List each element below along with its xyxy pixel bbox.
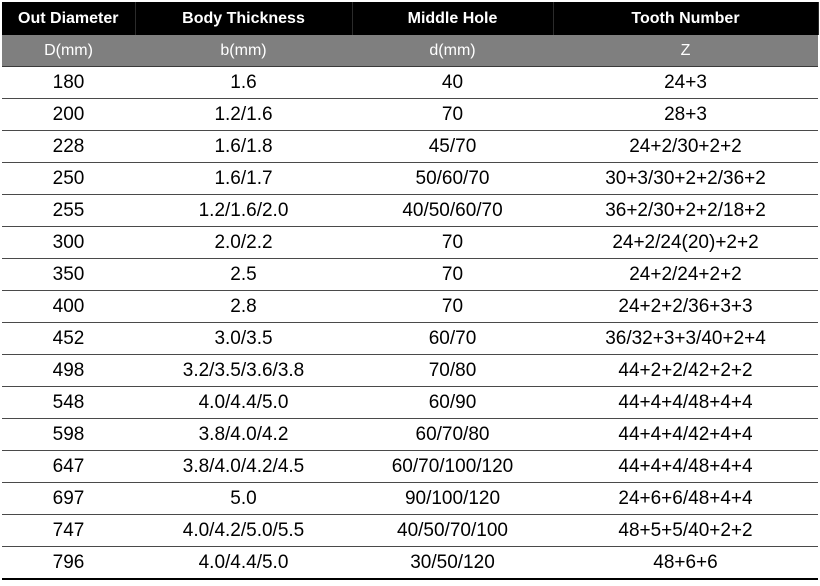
tooth-number-cell: 48+5+5/40+2+2	[553, 515, 818, 547]
tooth-number-cell: 30+3/30+2+2/36+2	[553, 163, 818, 195]
body-thickness-cell: 3.2/3.5/3.6/3.8	[135, 355, 352, 387]
middle-hole-cell: 40/50/70/100	[352, 515, 553, 547]
table-row	[2, 131, 818, 163]
out-diameter-cell: 255	[2, 195, 135, 227]
tooth-number-cell: 48+6+6	[553, 547, 818, 580]
table-row	[2, 323, 818, 355]
middle-hole-cell: 60/70	[352, 323, 553, 355]
out-diameter-cell: 697	[2, 483, 135, 515]
body-thickness-cell: 3.8/4.0/4.2/4.5	[135, 451, 352, 483]
middle-hole-cell: 60/70/100/120	[352, 451, 553, 483]
unit-middle-hole: d(mm)	[352, 35, 553, 67]
tooth-number-cell: 44+4+4/42+4+4	[553, 419, 818, 451]
tooth-number-cell: 36+2/30+2+2/18+2	[553, 195, 818, 227]
middle-hole-cell: 70	[352, 99, 553, 131]
body-thickness-cell: 5.0	[135, 483, 352, 515]
tooth-number-cell: 24+3	[553, 67, 818, 99]
col-header-body-thickness: Body Thickness	[135, 2, 352, 35]
tooth-number-cell: 28+3	[553, 99, 818, 131]
table-row	[2, 483, 818, 515]
body-thickness-cell: 2.8	[135, 291, 352, 323]
tooth-number-cell: 44+2+2/42+2+2	[553, 355, 818, 387]
middle-hole-cell: 70	[352, 227, 553, 259]
out-diameter-cell: 350	[2, 259, 135, 291]
middle-hole-cell: 70/80	[352, 355, 553, 387]
middle-hole-cell: 40	[352, 67, 553, 99]
table-row	[2, 387, 818, 419]
table-body	[2, 67, 818, 580]
unit-out-diameter: D(mm)	[2, 35, 135, 67]
tooth-number-cell: 44+4+4/48+4+4	[553, 451, 818, 483]
middle-hole-cell: 30/50/120	[352, 547, 553, 580]
table-row	[2, 515, 818, 547]
body-thickness-cell: 3.8/4.0/4.2	[135, 419, 352, 451]
tooth-number-cell: 44+4+4/48+4+4	[553, 387, 818, 419]
header-title-row	[2, 2, 818, 35]
table-row	[2, 99, 818, 131]
header-unit-row	[2, 35, 818, 67]
body-thickness-cell: 1.6	[135, 67, 352, 99]
tooth-number-cell: 24+2+2/36+3+3	[553, 291, 818, 323]
middle-hole-cell: 60/90	[352, 387, 553, 419]
table-row	[2, 195, 818, 227]
out-diameter-cell: 180	[2, 67, 135, 99]
out-diameter-cell: 400	[2, 291, 135, 323]
out-diameter-cell: 598	[2, 419, 135, 451]
body-thickness-cell: 2.0/2.2	[135, 227, 352, 259]
table-row	[2, 419, 818, 451]
middle-hole-cell: 60/70/80	[352, 419, 553, 451]
tooth-number-cell: 24+2/30+2+2	[553, 131, 818, 163]
body-thickness-cell: 3.0/3.5	[135, 323, 352, 355]
out-diameter-cell: 498	[2, 355, 135, 387]
table-row	[2, 259, 818, 291]
middle-hole-cell: 90/100/120	[352, 483, 553, 515]
body-thickness-cell: 4.0/4.4/5.0	[135, 387, 352, 419]
out-diameter-cell: 647	[2, 451, 135, 483]
tooth-number-cell: 24+6+6/48+4+4	[553, 483, 818, 515]
middle-hole-cell: 70	[352, 291, 553, 323]
body-thickness-cell: 1.2/1.6/2.0	[135, 195, 352, 227]
col-header-middle-hole: Middle Hole	[352, 2, 553, 35]
table-row	[2, 291, 818, 323]
middle-hole-cell: 50/60/70	[352, 163, 553, 195]
middle-hole-cell: 70	[352, 259, 553, 291]
col-header-tooth-number: Tooth Number	[553, 2, 818, 35]
table-row	[2, 163, 818, 195]
table-row	[2, 355, 818, 387]
table-row	[2, 451, 818, 483]
table-row	[2, 547, 818, 580]
out-diameter-cell: 300	[2, 227, 135, 259]
out-diameter-cell: 228	[2, 131, 135, 163]
body-thickness-cell: 1.6/1.8	[135, 131, 352, 163]
body-thickness-cell: 1.6/1.7	[135, 163, 352, 195]
middle-hole-cell: 45/70	[352, 131, 553, 163]
out-diameter-cell: 200	[2, 99, 135, 131]
out-diameter-cell: 747	[2, 515, 135, 547]
body-thickness-cell: 1.2/1.6	[135, 99, 352, 131]
table-row	[2, 227, 818, 259]
middle-hole-cell: 40/50/60/70	[352, 195, 553, 227]
out-diameter-cell: 548	[2, 387, 135, 419]
tooth-number-cell: 24+2/24+2+2	[553, 259, 818, 291]
unit-body-thickness: b(mm)	[135, 35, 352, 67]
out-diameter-cell: 250	[2, 163, 135, 195]
body-thickness-cell: 4.0/4.2/5.0/5.5	[135, 515, 352, 547]
body-thickness-cell: 2.5	[135, 259, 352, 291]
tooth-number-cell: 24+2/24(20)+2+2	[553, 227, 818, 259]
saw-blade-spec-table	[2, 2, 819, 580]
table-row	[2, 67, 818, 99]
tooth-number-cell: 36/32+3+3/40+2+4	[553, 323, 818, 355]
col-header-out-diameter: Out Diameter	[2, 2, 135, 35]
out-diameter-cell: 796	[2, 547, 135, 580]
body-thickness-cell: 4.0/4.4/5.0	[135, 547, 352, 580]
unit-tooth-number: Z	[553, 35, 818, 67]
out-diameter-cell: 452	[2, 323, 135, 355]
